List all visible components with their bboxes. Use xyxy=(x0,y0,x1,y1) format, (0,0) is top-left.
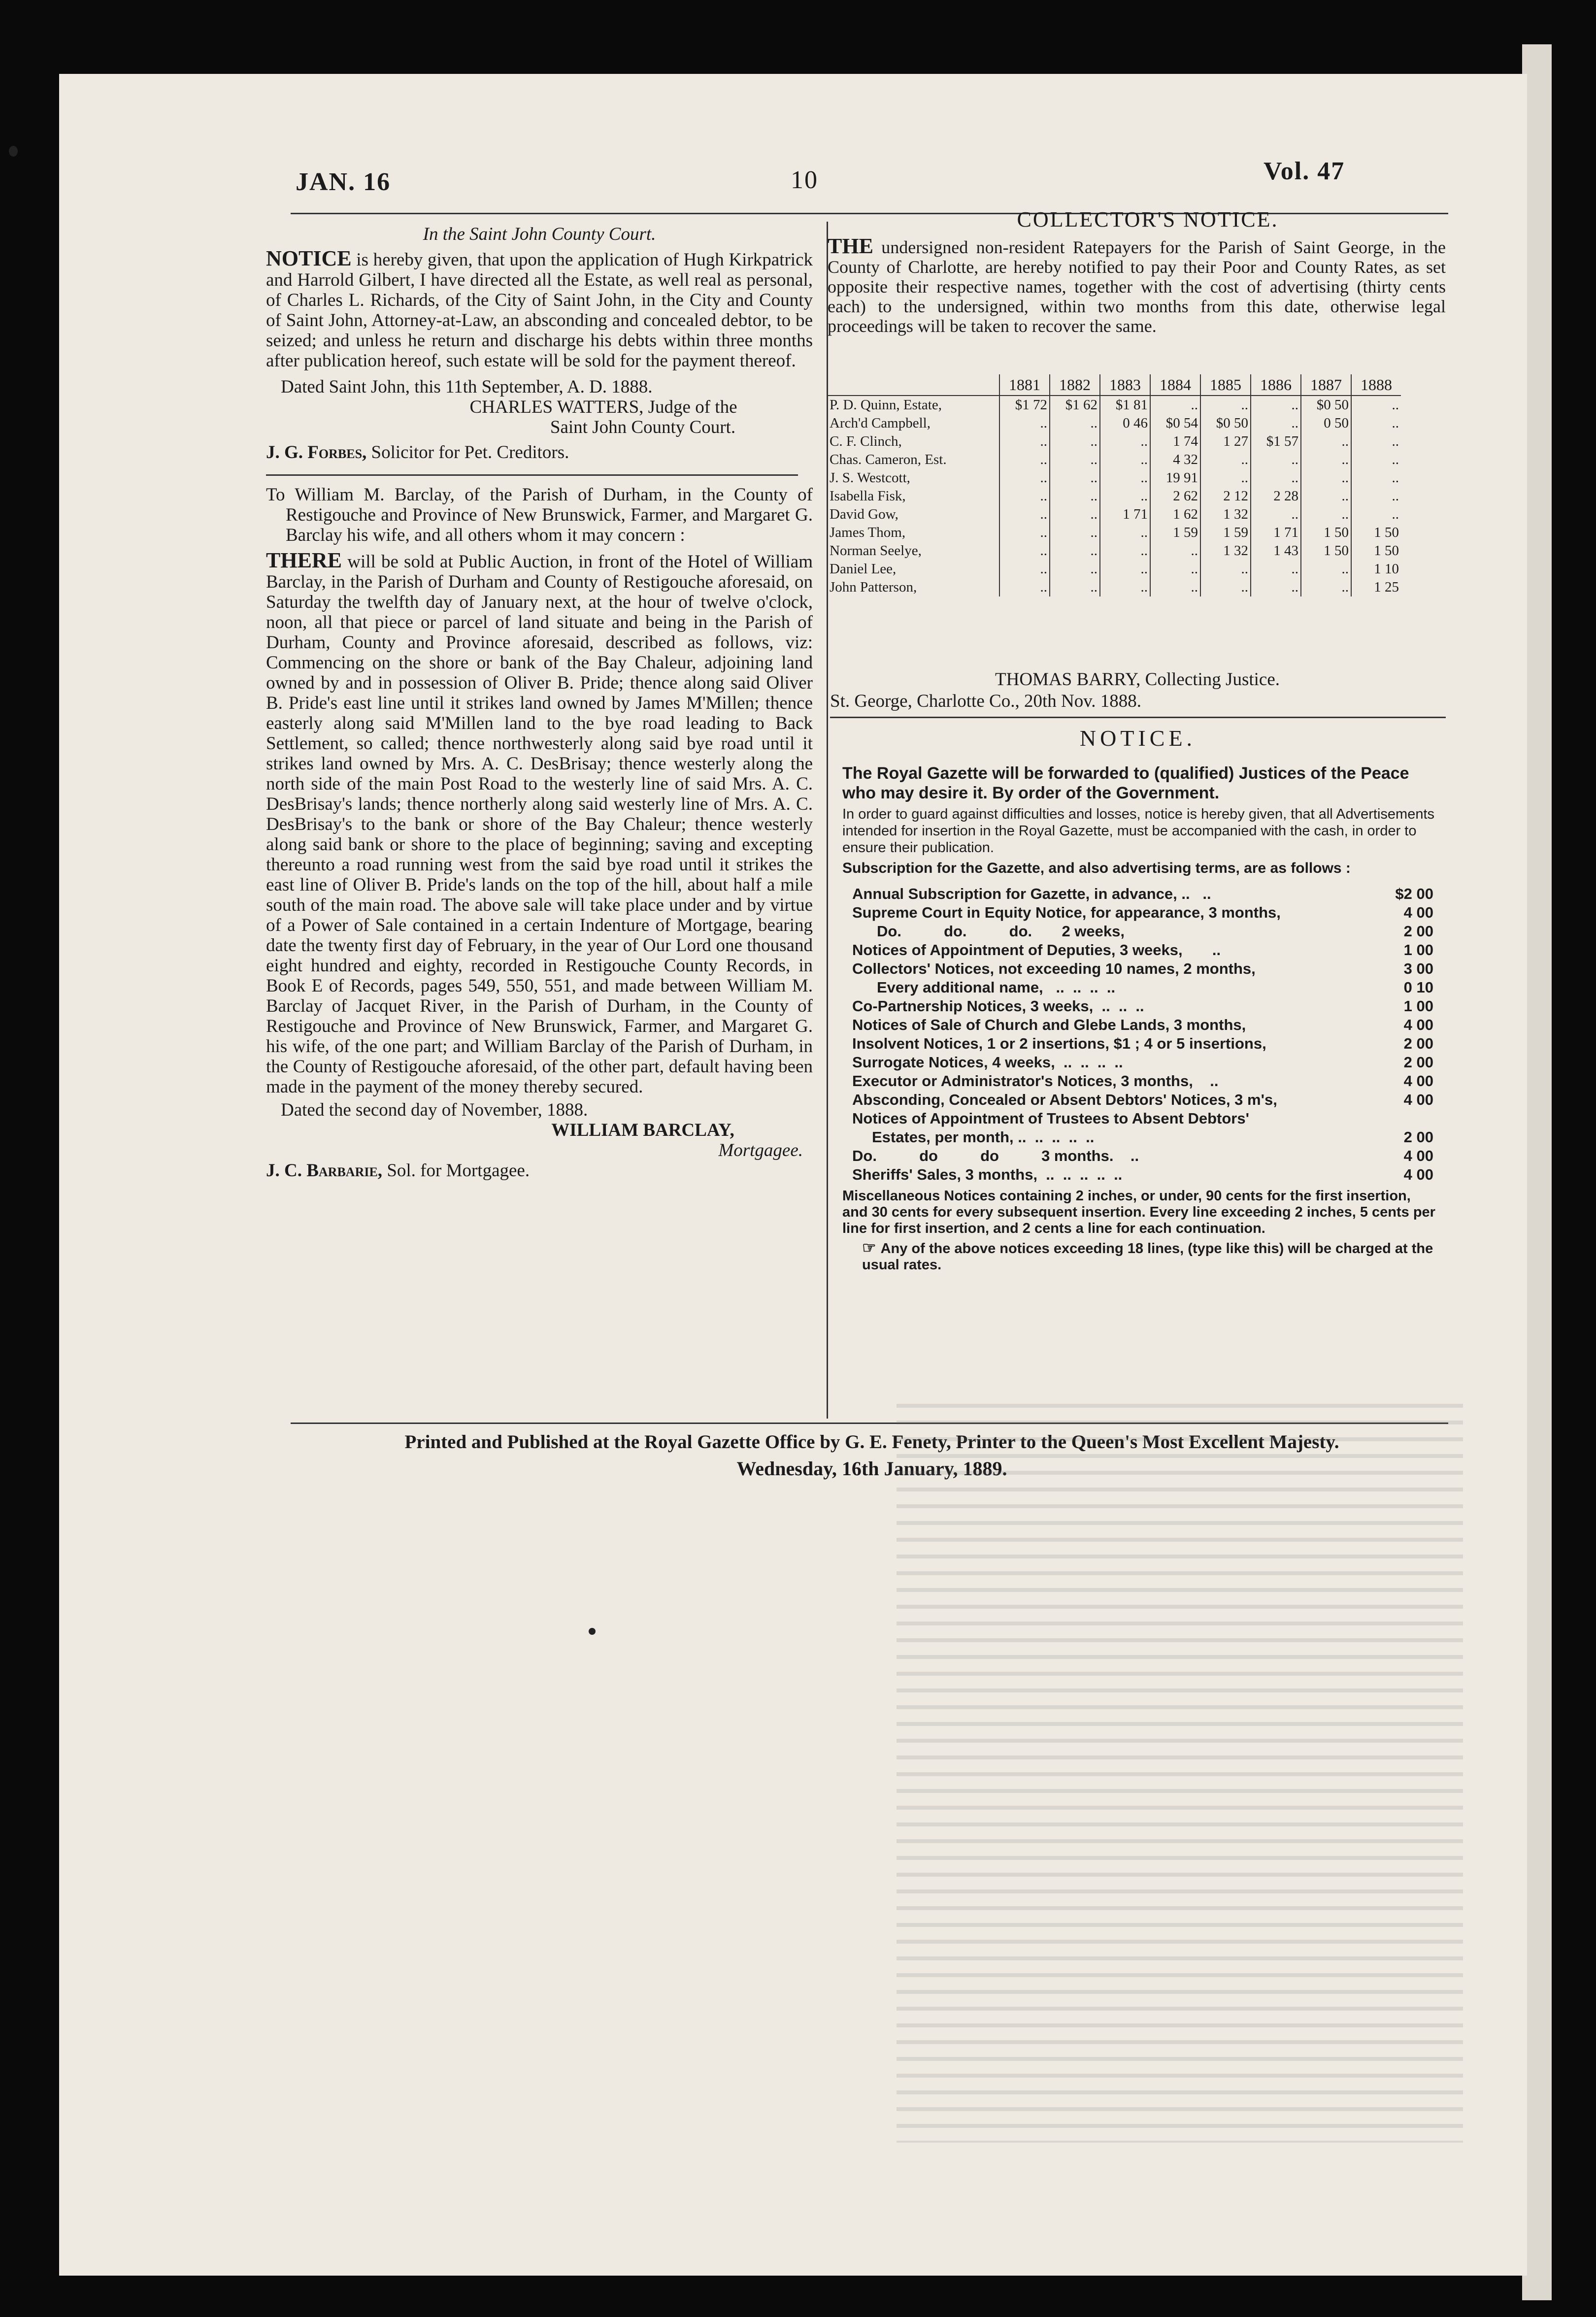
rate-label: Insolvent Notices, 1 or 2 insertions, $1 ; 4 or 5 insertions, xyxy=(852,1035,1266,1052)
ratepayer-name: Chas. Cameron, Est. xyxy=(830,452,947,467)
rate-cell: $1 57 xyxy=(1251,432,1301,451)
rate-label: Surrogate Notices, 4 weeks, .. .. .. .. xyxy=(852,1054,1123,1071)
year-header: 1883 xyxy=(1100,374,1150,396)
rate-cell: .. xyxy=(1050,505,1100,524)
rate-cell: $0 50 xyxy=(1301,396,1351,414)
rate-label: Executor or Administrator's Notices, 3 months, .. xyxy=(852,1072,1219,1090)
rate-cell: $0 50 xyxy=(1200,414,1251,432)
rate-cell: .. xyxy=(1351,469,1401,487)
rate-cell: .. xyxy=(1251,414,1301,432)
rate-cell: .. xyxy=(1100,432,1150,451)
rate-row xyxy=(852,941,1433,960)
collector-text: undersigned non-resident Ratepayers for the Parish of Saint George, in the County of Charlotte, are hereby notified to pay their Poor and County Rates, as set opposite their respective names, together with the cost of advertising (thirty cents each) to the undersigned, within two months from this date, otherwise legal proceedings will be taken to recover the same. xyxy=(828,237,1446,336)
rate-cell: .. xyxy=(1251,505,1301,524)
rate-cell: 4 32 xyxy=(1150,451,1200,469)
rate-label: Notices of Appointment of Deputies, 3 weeks, .. xyxy=(852,941,1221,959)
notice-terms xyxy=(832,763,1448,1273)
misc-notice: Miscellaneous Notices containing 2 inches, or under, 90 cents for the first insertion, and 30 cents for every subsequent insertion. Every line exceeding 2 inches, 5 cents per line for first insertion, and 2 cents a line for each continuation. xyxy=(842,1188,1435,1236)
long-notice-rule xyxy=(832,1240,1448,1273)
rate-row xyxy=(852,1147,1433,1165)
rate-label: Co-Partnership Notices, 3 weeks, .. .. .. xyxy=(852,997,1144,1015)
rate-cell: .. xyxy=(1200,560,1251,578)
rate-cell: 1 50 xyxy=(1351,524,1401,542)
pointing-hand-icon: ☞ xyxy=(862,1239,881,1257)
rate-cell: .. xyxy=(1050,560,1100,578)
rate-cell: 1 10 xyxy=(1351,560,1401,578)
table-row xyxy=(828,451,1401,469)
rates-body xyxy=(828,396,1401,596)
rate-cell: .. xyxy=(1251,469,1301,487)
name-col-header xyxy=(828,374,999,396)
rate-cell: 1 71 xyxy=(1100,505,1150,524)
rate-cell: .. xyxy=(1050,578,1100,596)
rate-cell: 1 32 xyxy=(1200,505,1251,524)
table-row xyxy=(828,396,1401,414)
rate-cell: .. xyxy=(999,487,1050,505)
rate-row xyxy=(852,1109,1433,1128)
rate-cell: .. xyxy=(999,542,1050,560)
rate-cell: .. xyxy=(999,451,1050,469)
rates-table xyxy=(828,374,1401,596)
rate-label: Notices of Appointment of Trustees to Absent Debtors' xyxy=(852,1110,1249,1127)
court-heading: In the Saint John County Court. xyxy=(423,224,656,244)
rate-cell: 1 27 xyxy=(1200,432,1251,451)
rate-cell: .. xyxy=(1251,560,1301,578)
collector-dated: St. George, Charlotte Co., 20th Nov. 1888. xyxy=(830,691,1142,711)
rate-row xyxy=(852,922,1433,941)
rate-cell: .. xyxy=(1351,505,1401,524)
show-through-text xyxy=(897,1404,1463,2143)
ratepayer-name: J. S. Westcott, xyxy=(830,470,910,486)
rate-cell: .. xyxy=(1301,451,1351,469)
rate-cell: .. xyxy=(1301,560,1351,578)
rate-row xyxy=(852,1016,1433,1034)
rate-price: 2 00 xyxy=(1403,1128,1433,1146)
table-row xyxy=(828,487,1401,505)
rate-row xyxy=(852,978,1433,997)
notice2-solicitor-role: Sol. for Mortgagee. xyxy=(382,1160,530,1181)
rate-cell: .. xyxy=(1200,396,1251,414)
rate-price: 4 00 xyxy=(1403,1147,1433,1164)
notice1-dated: Dated Saint John, this 11th September, A. D. 1888. xyxy=(281,377,653,397)
rate-price: 2 00 xyxy=(1403,1035,1433,1052)
year-header: 1888 xyxy=(1351,374,1401,396)
rate-cell: .. xyxy=(1100,469,1150,487)
rate-cell: $1 72 xyxy=(999,396,1050,414)
footer-imprint: Printed and Published at the Royal Gazette Office by G. E. Fenety, Printer to the Queen's Most Excellent Majesty. xyxy=(404,1431,1339,1453)
rate-cell: .. xyxy=(1251,396,1301,414)
rate-row xyxy=(852,1165,1433,1184)
table-row xyxy=(828,578,1401,596)
table-row xyxy=(828,469,1401,487)
rate-cell: .. xyxy=(1050,451,1100,469)
notice1-solicitor-name: J. G. Forbes, xyxy=(266,442,367,463)
rates-table-wrap xyxy=(828,374,1401,596)
rate-cell: .. xyxy=(1050,414,1100,432)
rate-row xyxy=(852,1128,1433,1147)
rate-price: 4 00 xyxy=(1403,1072,1433,1090)
rate-price: 4 00 xyxy=(1403,1166,1433,1183)
rate-row xyxy=(852,1091,1433,1109)
rate-cell: .. xyxy=(999,578,1050,596)
rate-label: Do. do. do. 2 weeks, xyxy=(877,923,1125,940)
notice1-lead: NOTICE xyxy=(266,246,352,270)
notice2-solicitor-name: J. C. Barbarie, xyxy=(266,1160,383,1181)
notice2-lead: THERE xyxy=(266,548,342,572)
rate-cell: .. xyxy=(1050,524,1100,542)
rate-cell: .. xyxy=(1351,451,1401,469)
rate-cell: 1 50 xyxy=(1351,542,1401,560)
rate-cell: .. xyxy=(1351,487,1401,505)
table-row xyxy=(828,505,1401,524)
terms-intro: Subscription for the Gazette, and also advertising terms, are as follows : xyxy=(842,860,1351,876)
rate-cell: 0 46 xyxy=(1100,414,1150,432)
year-header: 1886 xyxy=(1251,374,1301,396)
rate-cell: .. xyxy=(999,524,1050,542)
rate-cell: .. xyxy=(1200,469,1251,487)
rate-cell: .. xyxy=(1100,542,1150,560)
rate-cell: 2 12 xyxy=(1200,487,1251,505)
rate-price: 1 00 xyxy=(1403,941,1433,959)
rate-price: 2 00 xyxy=(1403,1054,1433,1071)
rate-cell: .. xyxy=(1301,432,1351,451)
rate-cell: .. xyxy=(1150,578,1200,596)
ratepayer-name: David Gow, xyxy=(830,506,898,522)
collector-title: COLLECTOR'S NOTICE. xyxy=(1017,207,1279,232)
notice2-dated: Dated the second day of November, 1888. xyxy=(281,1100,588,1120)
ratepayer-name: Daniel Lee, xyxy=(830,561,897,577)
rate-label: Do. do do 3 months. .. xyxy=(852,1147,1139,1164)
rate-price: 4 00 xyxy=(1403,904,1433,921)
rate-cell: 1 50 xyxy=(1301,524,1351,542)
rate-cell: .. xyxy=(1050,469,1100,487)
collector-rule xyxy=(830,717,1446,718)
rate-label: Annual Subscription for Gazette, in advance, .. .. xyxy=(852,885,1211,902)
rate-label: Estates, per month, .. .. .. .. .. xyxy=(872,1128,1095,1146)
issue-date: JAN. 16 xyxy=(296,168,391,196)
year-header: 1884 xyxy=(1150,374,1200,396)
rate-cell: .. xyxy=(999,432,1050,451)
rate-cell: .. xyxy=(1301,469,1351,487)
punch-mark xyxy=(9,146,18,157)
rate-cell: 2 62 xyxy=(1150,487,1200,505)
rate-cell: .. xyxy=(1251,578,1301,596)
rate-label: Supreme Court in Equity Notice, for appearance, 3 months, xyxy=(852,904,1281,921)
rate-row xyxy=(852,1034,1433,1053)
notice2-signer: WILLIAM BARCLAY, xyxy=(551,1120,734,1140)
rate-cell: 2 28 xyxy=(1251,487,1301,505)
notice2-address: To William M. Barclay, of the Parish of Durham, in the County of Restigouche and Province of New Brunswick, Farmer, and Margaret G. Barclay his wife, and all others whom it may concern : xyxy=(266,485,813,545)
years-header-row xyxy=(828,374,1401,396)
rate-cell: .. xyxy=(1200,451,1251,469)
rate-cell: .. xyxy=(1351,414,1401,432)
rate-cell: 1 32 xyxy=(1200,542,1251,560)
rate-cell: .. xyxy=(999,414,1050,432)
table-row xyxy=(828,414,1401,432)
rate-cell: $1 62 xyxy=(1050,396,1100,414)
notice2-text: will be sold at Public Auction, in front of the Hotel of William Barclay, in the Parish of Durham and County of Restigouche aforesaid, on Saturday the twelfth day of January next, at the hour of twelve o'clock, noon, all that piece or parcel of land situate and being in the Parish of Durham, County and Province aforesaid, described as follows, viz: Commencing on the shore or bank of the Bay Chaleur, adjoining land owned by and in possession of Oliver B. Pride; thence along said Oliver B. Pride's east line until it strikes land owned by James M'Millen; thence easterly along said M'Millen land to the bye road leading to Back Settlement, so called; thence northwesterly along said bye road until it strikes land owned by Mrs. A. C. DesBrisay; thence westerly along the north side of the main Post Road to the westerly line of said Mrs. A. C. DesBrisay's lands; thence northerly along said westerly line of Mrs. A. C. DesBrisay's to the bank or shore of the Bay Chaleur; thence westerly along said bank or shore to the place of beginning; saving and excepting thereunto a road running west from the said bye road until it strikes the east line of Oliver B. Pride's lands on the top of the hill, about half a mile south of the main road. The above sale will take place under and by virtue of a Power of Sale contained in a certain Indenture of Mortgage, bearing date the twenty first day of February, in the year of Our Lord one thousand eight hundred and eighty, recorded in Restigouche County Records, in Book E of Records, pages 549, 550, 551, and made between William M. Barclay of Jacquet River, in the Parish of Durham, in the County of Restigouche and Province of New Brunswick, Farmer, and Margaret G. his wife, of the one part; and William Barclay of the Parish of Durham, in the County of Restigouche aforesaid, of the other part, default having been made in the payment of the money thereby secured. xyxy=(266,552,813,1097)
rate-cell: .. xyxy=(1301,505,1351,524)
notice1-solicitor xyxy=(266,442,813,463)
collector-signer: THOMAS BARRY, Collecting Justice. xyxy=(995,669,1280,690)
rate-cell: 1 43 xyxy=(1251,542,1301,560)
rate-cell: 19 91 xyxy=(1150,469,1200,487)
rate-cell: 1 59 xyxy=(1150,524,1200,542)
year-header: 1881 xyxy=(999,374,1050,396)
rate-cell: .. xyxy=(1050,487,1100,505)
notice1-signer-title: Saint John County Court. xyxy=(550,417,736,437)
rate-row xyxy=(852,960,1433,978)
year-header: 1887 xyxy=(1301,374,1351,396)
table-row xyxy=(828,524,1401,542)
table-row xyxy=(828,560,1401,578)
advertising-rates xyxy=(832,885,1448,1184)
rate-price: 4 00 xyxy=(1403,1091,1433,1108)
year-header: 1882 xyxy=(1050,374,1100,396)
rate-row xyxy=(852,903,1433,922)
ratepayer-name: John Patterson, xyxy=(830,579,917,595)
volume-number: Vol. 47 xyxy=(1264,157,1345,185)
collector-notice xyxy=(828,236,1446,336)
ratepayer-name: Norman Seelye, xyxy=(830,543,922,559)
collector-body xyxy=(828,236,1446,336)
rate-cell: .. xyxy=(1351,432,1401,451)
rate-label: Sheriffs' Sales, 3 months, .. .. .. .. .. xyxy=(852,1166,1123,1183)
table-row xyxy=(828,542,1401,560)
rate-cell: .. xyxy=(1301,487,1351,505)
notice-separator xyxy=(266,474,798,476)
notice2-signer-role: Mortgagee. xyxy=(718,1140,803,1160)
rate-cell: .. xyxy=(999,560,1050,578)
long-notice-text: Any of the above notices exceeding 18 lines, (type like this) will be charged at the usual rates. xyxy=(862,1241,1433,1273)
footer-date: Wednesday, 16th January, 1889. xyxy=(736,1457,1007,1480)
rate-row xyxy=(852,997,1433,1016)
left-column xyxy=(266,224,813,1181)
rate-price: 2 00 xyxy=(1403,923,1433,940)
rate-cell: .. xyxy=(1050,542,1100,560)
notice-title: NOTICE. xyxy=(1079,726,1197,751)
rate-cell: .. xyxy=(1150,560,1200,578)
rate-cell: $0 54 xyxy=(1150,414,1200,432)
rate-cell: .. xyxy=(999,505,1050,524)
notice1-solicitor-role: Solicitor for Pet. Creditors. xyxy=(366,442,569,463)
notice2-solicitor xyxy=(266,1160,813,1181)
rate-cell: .. xyxy=(1150,396,1200,414)
table-row xyxy=(828,432,1401,451)
rate-cell: .. xyxy=(1301,578,1351,596)
rate-price: 3 00 xyxy=(1403,960,1433,977)
rate-cell: 0 50 xyxy=(1301,414,1351,432)
rate-price: 0 10 xyxy=(1403,979,1433,996)
rate-cell: .. xyxy=(1050,432,1100,451)
rate-cell: .. xyxy=(1100,578,1150,596)
rate-label: Collectors' Notices, not exceeding 10 names, 2 months, xyxy=(852,960,1256,977)
rate-cell: .. xyxy=(1100,524,1150,542)
ratepayer-name: C. F. Clinch, xyxy=(830,433,902,449)
rate-cell: 1 50 xyxy=(1301,542,1351,560)
rate-cell: .. xyxy=(1100,487,1150,505)
ratepayer-name: Arch'd Campbell, xyxy=(830,415,931,431)
rate-label: Notices of Sale of Church and Glebe Lands, 3 months, xyxy=(852,1016,1246,1033)
rate-cell: 1 25 xyxy=(1351,578,1401,596)
rate-cell: 1 74 xyxy=(1150,432,1200,451)
rate-cell: .. xyxy=(1251,451,1301,469)
notice1-signer: CHARLES WATTERS, Judge of the xyxy=(469,397,737,417)
rate-row xyxy=(852,1072,1433,1091)
year-header: 1885 xyxy=(1200,374,1251,396)
notice1-text: is hereby given, that upon the application of Hugh Kirkpatrick and Harrold Gilbert, I have directed all the Estate, as well real as personal, of Charles L. Richards, of the City of Saint John, in the City and County of Saint John, Attorney-at-Law, an absconding and concealed debtor, to be seized; and unless he return and discharge his debts within three months after publication hereof, such estate will be sold for the payment thereof. xyxy=(266,250,813,371)
rate-cell: 1 59 xyxy=(1200,524,1251,542)
page-number: 10 xyxy=(791,166,818,194)
rate-cell: .. xyxy=(1100,451,1150,469)
rate-row xyxy=(852,1053,1433,1072)
notice2-body xyxy=(266,550,813,1097)
rate-price: 4 00 xyxy=(1403,1016,1433,1033)
notice-guard: In order to guard against difficulties and losses, notice is hereby given, that all Advertisements intended for insertion in the Royal Gazette, must be accompanied with the cash, in order to ensure their publication. xyxy=(842,806,1435,856)
ratepayer-name: James Thom, xyxy=(830,525,906,540)
rate-cell: .. xyxy=(1200,578,1251,596)
gazette-page xyxy=(59,74,1527,2276)
rate-price: 1 00 xyxy=(1403,997,1433,1015)
rate-cell: .. xyxy=(1150,542,1200,560)
notice1-body xyxy=(266,248,813,371)
rate-cell: .. xyxy=(999,469,1050,487)
rate-price: $2 00 xyxy=(1395,885,1433,902)
rate-cell: 1 62 xyxy=(1150,505,1200,524)
notice-intro: The Royal Gazette will be forwarded to (qualified) Justices of the Peace who may desire it. By order of the Government. xyxy=(842,764,1409,802)
ratepayer-name: P. D. Quinn, Estate, xyxy=(830,397,942,413)
rate-label: Every additional name, .. .. .. .. xyxy=(877,979,1116,996)
ink-spot xyxy=(589,1628,596,1635)
rate-cell: .. xyxy=(1100,560,1150,578)
rate-cell: .. xyxy=(1351,396,1401,414)
rate-label: Absconding, Concealed or Absent Debtors' Notices, 3 m's, xyxy=(852,1091,1277,1108)
rate-cell: 1 71 xyxy=(1251,524,1301,542)
collector-lead: THE xyxy=(828,234,873,258)
rate-row xyxy=(852,885,1433,903)
rate-cell: $1 81 xyxy=(1100,396,1150,414)
ratepayer-name: Isabella Fisk, xyxy=(830,488,906,504)
